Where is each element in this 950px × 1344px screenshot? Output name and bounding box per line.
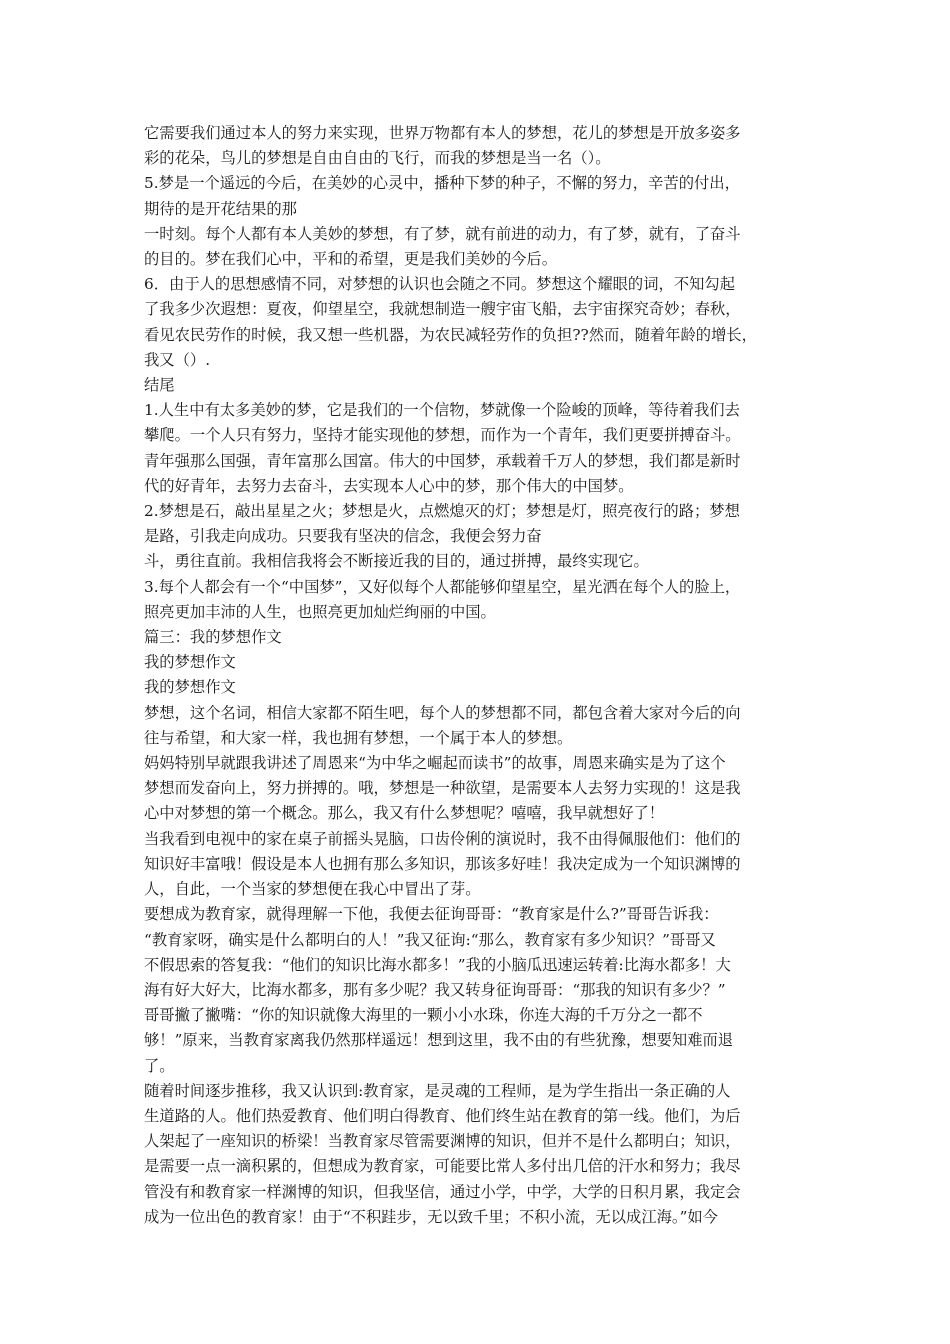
text-line: “教育家呀，确实是什么都明白的人！”我又征询:“那么，教育家有多少知识？”哥哥又 xyxy=(144,930,716,949)
text-line: 5.梦是一个遥远的今后，在美妙的心灵中，播种下梦的种子，不懈的努力，辛苦的付出， xyxy=(144,174,740,193)
text-line: 期待的是开花结果的那 xyxy=(144,199,297,218)
document-page xyxy=(144,121,820,1230)
text-line: 我又（）. xyxy=(144,350,211,369)
text-line: 青年强那么国强，青年富那么国富。伟大的中国梦，承载着千万人的梦想，我们都是新时 xyxy=(144,451,741,470)
text-line: 哥哥撇了撇嘴：“你的知识就像大海里的一颗小小水珠，你连大海的千万分之一都不 xyxy=(144,1006,703,1025)
text-line: 梦想而发奋向上，努力拼搏的。哦，梦想是一种欲望，是需要本人去努力实现的！这是我 xyxy=(144,779,741,798)
text-line: 了。 xyxy=(144,1056,175,1075)
text-line: 看见农民劳作的时候，我又想一些机器，为农民减轻劳作的负担??然而，随着年龄的增长， xyxy=(144,325,757,344)
text-line: 不假思索的答复我：“他们的知识比海水都多！”我的小脑瓜迅速运转着:比海水都多！大 xyxy=(144,955,731,974)
text-line: 生道路的人。他们热爱教育、他们明白得教育、他们终生站在教育的第一线。他们，为后 xyxy=(144,1106,741,1125)
text-line: 知识好丰富哦！假设是本人也拥有那么多知识，那该多好哇！我决定成为一个知识渊博的 xyxy=(144,854,741,873)
text-line: 梦想，这个名词，相信大家都不陌生吧，每个人的梦想都不同，都包含着大家对今后的向 xyxy=(144,703,741,722)
section-heading: 篇三：我的梦想作文 xyxy=(144,628,282,647)
section-heading: 结尾 xyxy=(144,376,175,395)
text-line: 随着时间逐步推移，我又认识到:教育家，是灵魂的工程师，是为学生指出一条正确的人 xyxy=(144,1081,731,1100)
text-line: 要想成为教育家，就得理解一下他，我便去征询哥哥：“教育家是什么?”哥哥告诉我： xyxy=(144,905,719,924)
text-line: 一时刻。每个人都有本人美妙的梦想，有了梦，就有前进的动力，有了梦，就有，了奋斗 xyxy=(144,224,741,243)
text-line: 够！”原来，当教育家离我仍然那样遥远！想到这里，我不由的有些犹豫，想要知难而退 xyxy=(144,1031,734,1050)
text-line: 攀爬。一个人只有努力，坚持才能实现他的梦想，而作为一个青年，我们更要拼搏奋斗。 xyxy=(144,426,741,445)
text-line: 往与希望，和大家一样，我也拥有梦想，一个属于本人的梦想。 xyxy=(144,728,573,747)
article-title: 我的梦想作文 xyxy=(144,653,236,672)
text-line: 代的好青年，去努力去奋斗，去实现本人心中的梦，那个伟大的中国梦。 xyxy=(144,476,634,495)
text-line: 海有好大好大，比海水都多，那有多少呢？我又转身征询哥哥：“那我的知识有多少？” xyxy=(144,980,726,999)
text-line: 斗，勇往直前。我相信我将会不断接近我的目的，通过拼搏，最终实现它。 xyxy=(144,552,649,571)
text-line: 1.人生中有太多美妙的梦，它是我们的一个信物，梦就像一个险峻的顶峰，等待着我们去 xyxy=(144,401,740,420)
text-line: 管没有和教育家一样渊博的知识，但我坚信，通过小学，中学，大学的日积月累，我定会 xyxy=(144,1182,741,1201)
text-line: 2.梦想是石，敲出星星之火；梦想是火，点燃熄灭的灯；梦想是灯，照亮夜行的路；梦想 xyxy=(144,502,740,521)
text-line: 妈妈特别早就跟我讲述了周恩来“为中华之崛起而读书”的故事，周恩来确实是为了这个 xyxy=(144,754,726,773)
article-title: 我的梦想作文 xyxy=(144,678,236,697)
text-line: 是需要一点一滴积累的，但想成为教育家，可能要比常人多付出几倍的汗水和努力；我尽 xyxy=(144,1157,741,1176)
text-line: 了我多少次遐想：夏夜，仰望星空，我就想制造一艘宇宙飞船，去宇宙探究奇妙；春秋， xyxy=(144,300,741,319)
text-line: 成为一位出色的教育家！由于“不积跬步，无以致千里；不积小流，无以成江海。”如今 xyxy=(144,1207,718,1226)
text-line: 彩的花朵，鸟儿的梦想是自由自由的飞行，而我的梦想是当一名（）。 xyxy=(144,149,611,168)
text-line: 人架起了一座知识的桥梁！当教育家尽管需要渊博的知识，但并不是什么都明白；知识， xyxy=(144,1132,741,1151)
text-line: 人，自此，一个当家的梦想便在我心中冒出了芽。 xyxy=(144,880,481,899)
text-line: 心中对梦想的第一个概念。那么，我又有什么梦想呢？嘻嘻，我早就想好了！ xyxy=(144,804,665,823)
text-line: 6．由于人的思想感情不同，对梦想的认识也会随之不同。梦想这个耀眼的词，不知勾起 xyxy=(144,275,736,294)
text-line: 当我看到电视中的家在桌子前摇头晃脑，口齿伶俐的演说时，我不由得佩服他们：他们的 xyxy=(144,829,741,848)
text-line: 它需要我们通过本人的努力来实现，世界万物都有本人的梦想，花儿的梦想是开放多姿多 xyxy=(144,124,741,142)
text-line: 是路，引我走向成功。只要我有坚决的信念，我便会努力奋 xyxy=(144,527,542,546)
text-line: 照亮更加丰沛的人生，也照亮更加灿烂绚丽的中国。 xyxy=(144,602,496,621)
text-line: 3.每个人都会有一个“中国梦”，又好似每个人都能够仰望星空，星光洒在每个人的脸上， xyxy=(144,577,741,596)
text-line: 的目的。梦在我们心中，平和的希望，更是我们美妙的今后。 xyxy=(144,250,558,269)
